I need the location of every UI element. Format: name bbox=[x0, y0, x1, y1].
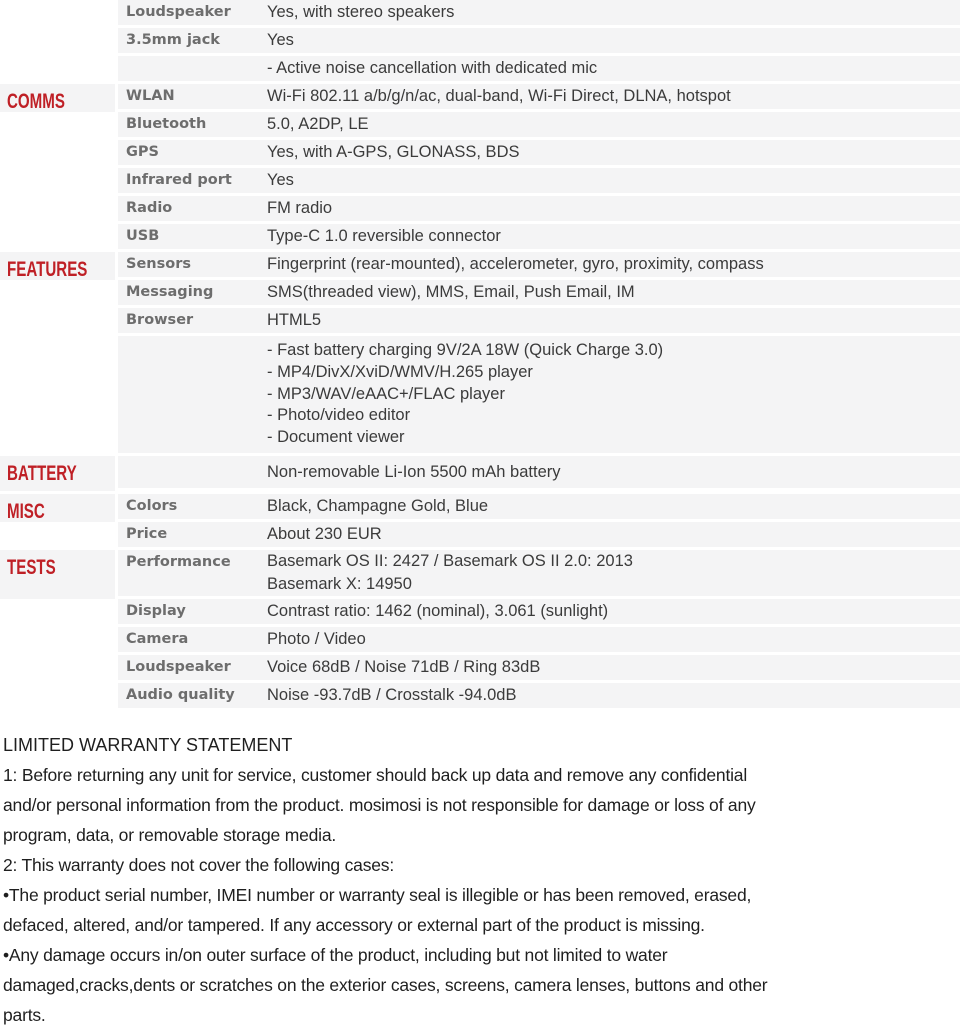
spec-row bbox=[118, 683, 960, 708]
spec-section-sidebar bbox=[0, 252, 115, 453]
spec-row bbox=[118, 252, 960, 277]
spec-section bbox=[0, 550, 960, 708]
spec-value bbox=[267, 550, 960, 596]
spec-section-rows bbox=[118, 84, 960, 249]
spec-value bbox=[267, 56, 960, 81]
spec-label: Browser bbox=[126, 312, 194, 328]
spec-value bbox=[267, 0, 960, 25]
spec-value-line: Yes, with A-GPS, GLONASS, BDS bbox=[267, 143, 520, 161]
spec-value-line: 5.0, A2DP, LE bbox=[267, 115, 369, 133]
spec-section-sidebar bbox=[0, 550, 115, 708]
spec-section-rows bbox=[118, 252, 960, 453]
spec-value-line: - Active noise cancellation with dedicated mic bbox=[267, 59, 598, 77]
spec-section-sidebar bbox=[0, 0, 115, 81]
warranty-line: 1: Before returning any unit for service, customer should back up data and remove any confidential bbox=[3, 764, 748, 785]
spec-row bbox=[118, 112, 960, 137]
spec-row bbox=[118, 28, 960, 53]
spec-row bbox=[118, 168, 960, 193]
spec-section-rows bbox=[118, 494, 960, 547]
spec-label: Performance bbox=[126, 553, 231, 570]
spec-value-line: HTML5 bbox=[267, 311, 322, 329]
spec-label: Display bbox=[126, 602, 186, 619]
spec-value-line: Voice 68dB / Noise 71dB / Ring 83dB bbox=[267, 657, 541, 676]
spec-row bbox=[118, 494, 960, 519]
section-title: MISC bbox=[7, 499, 45, 523]
spec-label: Colors bbox=[126, 497, 178, 514]
section-title-cell bbox=[0, 456, 115, 491]
spec-label: Loudspeaker bbox=[126, 4, 231, 20]
spec-label bbox=[118, 340, 267, 449]
section-title: FEATURES bbox=[7, 258, 88, 281]
spec-value-line: Type-C 1.0 reversible connector bbox=[267, 227, 501, 245]
spec-value bbox=[267, 599, 960, 624]
spec-row bbox=[118, 627, 960, 652]
spec-value bbox=[267, 627, 960, 652]
spec-label bbox=[118, 456, 267, 488]
spec-value bbox=[267, 112, 960, 137]
spec-value bbox=[267, 196, 960, 221]
spec-label: USB bbox=[126, 228, 160, 244]
spec-value bbox=[267, 280, 960, 305]
spec-label: Camera bbox=[126, 630, 189, 647]
spec-row bbox=[118, 599, 960, 624]
spec-label: Audio quality bbox=[126, 686, 235, 703]
spec-row bbox=[118, 655, 960, 680]
spec-section bbox=[0, 494, 960, 547]
spec-row bbox=[118, 280, 960, 305]
spec-value-line: - MP4/DivX/XviD/WMV/H.265 player bbox=[267, 362, 533, 381]
section-title-cell bbox=[0, 252, 115, 280]
section-title: BATTERY bbox=[7, 461, 77, 485]
spec-row bbox=[118, 336, 960, 453]
section-title: TESTS bbox=[7, 555, 56, 579]
spec-section-rows bbox=[118, 0, 960, 81]
spec-label: Price bbox=[126, 525, 168, 542]
spec-row bbox=[118, 308, 960, 333]
spec-label: Radio bbox=[126, 200, 173, 216]
spec-label: GPS bbox=[126, 144, 159, 160]
spec-section-sidebar bbox=[0, 456, 115, 491]
spec-row bbox=[118, 84, 960, 109]
warranty-line: damaged,cracks,dents or scratches on the exterior cases, screens, camera lenses, buttons and other bbox=[3, 974, 768, 995]
spec-section bbox=[0, 0, 960, 81]
spec-row bbox=[118, 522, 960, 547]
spec-section-rows bbox=[118, 456, 960, 491]
spec-value-line: Basemark X: 14950 bbox=[267, 574, 412, 593]
spec-section-sidebar bbox=[0, 84, 115, 249]
warranty-line: •The product serial number, IMEI number or warranty seal is illegible or has been removed, erased, bbox=[3, 884, 752, 905]
spec-row bbox=[118, 0, 960, 25]
warranty-body bbox=[3, 760, 960, 1030]
section-title-cell bbox=[0, 494, 115, 522]
spec-label: Loudspeaker bbox=[126, 658, 231, 675]
spec-label: Bluetooth bbox=[126, 116, 207, 132]
spec-value-line: - Fast battery charging 9V/2A 18W (Quick Charge 3.0) bbox=[267, 341, 664, 359]
spec-label: Sensors bbox=[126, 256, 191, 272]
spec-row bbox=[118, 456, 960, 488]
section-title-cell bbox=[0, 550, 115, 599]
warranty-statement bbox=[0, 730, 960, 1030]
spec-value-line: - Photo/video editor bbox=[267, 406, 411, 425]
spec-value bbox=[267, 456, 960, 488]
spec-section-sidebar bbox=[0, 494, 115, 547]
spec-value bbox=[267, 168, 960, 193]
spec-value bbox=[267, 340, 960, 449]
spec-value-line: Non-removable Li-Ion 5500 mAh battery bbox=[267, 462, 561, 481]
spec-value-line: Contrast ratio: 1462 (nominal), 3.061 (sunlight) bbox=[267, 601, 609, 620]
spec-value bbox=[267, 252, 960, 277]
spec-value-line: SMS(threaded view), MMS, Email, Push Email, IM bbox=[267, 283, 635, 301]
spec-value-line: Basemark OS II: 2427 / Basemark OS II 2.0: 2013 bbox=[267, 551, 633, 570]
spec-value bbox=[267, 655, 960, 680]
spec-row bbox=[118, 196, 960, 221]
spec-value-line: - MP3/WAV/eAAC+/FLAC player bbox=[267, 384, 505, 403]
spec-value bbox=[267, 28, 960, 53]
spec-value-line: Yes bbox=[267, 171, 294, 189]
section-title-cell bbox=[0, 84, 115, 112]
warranty-line: program, data, or removable storage media. bbox=[3, 824, 337, 845]
spec-value bbox=[267, 308, 960, 333]
spec-label bbox=[118, 56, 267, 81]
warranty-title: LIMITED WARRANTY STATEMENT bbox=[3, 734, 293, 755]
spec-value bbox=[267, 84, 960, 109]
spec-value-line: Yes bbox=[267, 31, 294, 49]
warranty-line: 2: This warranty does not cover the following cases: bbox=[3, 854, 395, 875]
spec-row bbox=[118, 550, 960, 596]
spec-label: Messaging bbox=[126, 284, 214, 300]
spec-value bbox=[267, 494, 960, 519]
spec-row bbox=[118, 140, 960, 165]
spec-value-line: FM radio bbox=[267, 199, 333, 217]
spec-section-rows bbox=[118, 550, 960, 708]
spec-value bbox=[267, 140, 960, 165]
spec-section bbox=[0, 252, 960, 453]
spec-value-line: Yes, with stereo speakers bbox=[267, 3, 455, 21]
spec-value-line: Wi-Fi 802.11 a/b/g/n/ac, dual-band, Wi-Fi Direct, DLNA, hotspot bbox=[267, 87, 731, 105]
spec-value bbox=[267, 224, 960, 249]
spec-value bbox=[267, 522, 960, 547]
spec-section bbox=[0, 456, 960, 491]
spec-label: Infrared port bbox=[126, 172, 232, 188]
spec-value-line: Black, Champagne Gold, Blue bbox=[267, 496, 489, 515]
warranty-line: defaced, altered, and/or tampered. If any accessory or external part of the product is missing. bbox=[3, 914, 705, 935]
spec-row bbox=[118, 56, 960, 81]
spec-value-line: - Document viewer bbox=[267, 428, 405, 447]
spec-label: 3.5mm jack bbox=[126, 32, 220, 48]
spec-value-line: Fingerprint (rear-mounted), accelerometer, gyro, proximity, compass bbox=[267, 255, 764, 273]
warranty-line: •Any damage occurs in/on outer surface of the product, including but not limited to water bbox=[3, 944, 668, 965]
warranty-line: and/or personal information from the product. mosimosi is not responsible for damage or loss of any bbox=[3, 794, 756, 815]
spec-row bbox=[118, 224, 960, 249]
spec-value bbox=[267, 683, 960, 708]
spec-value-line: Noise -93.7dB / Crosstalk -94.0dB bbox=[267, 685, 517, 704]
spec-section bbox=[0, 84, 960, 249]
spec-value-line: About 230 EUR bbox=[267, 524, 382, 543]
spec-value-line: Photo / Video bbox=[267, 629, 366, 648]
warranty-line: parts. bbox=[3, 1004, 46, 1025]
section-title: COMMS bbox=[7, 90, 65, 113]
spec-label: WLAN bbox=[126, 88, 175, 104]
